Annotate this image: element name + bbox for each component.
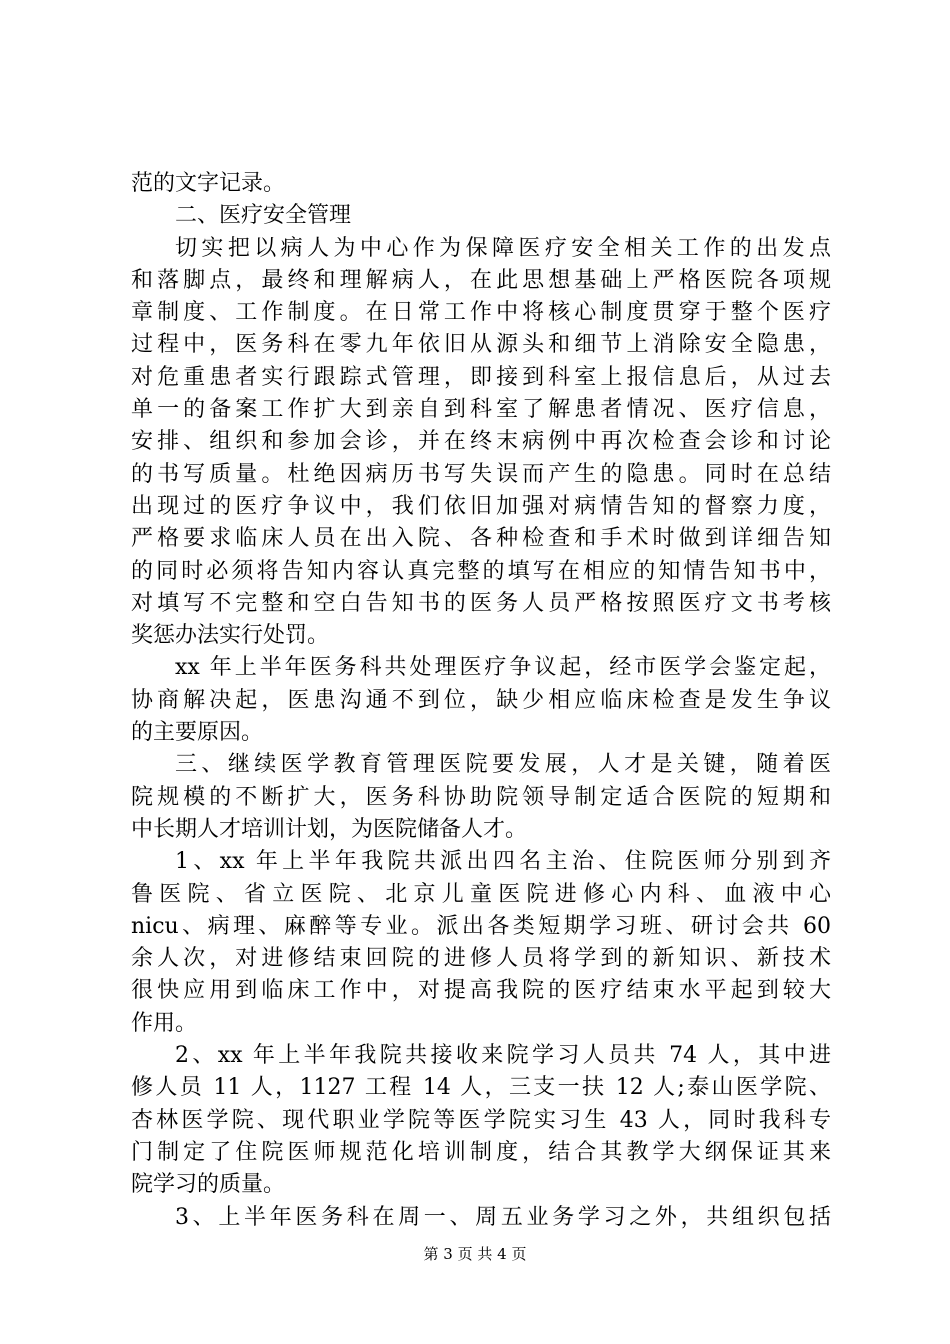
text-line: 切实把以病人为中心作为保障医疗安全相关工作的出发点 (175, 235, 831, 261)
text-line: 修人员 11 人，1127 工程 14 人，三支一扶 12 人;泰山医学院、 (131, 1075, 831, 1101)
text-line: 3、上半年医务科在周一、周五业务学习之外，共组织包括 (175, 1204, 831, 1230)
text-line: 安排、组织和参加会诊，并在终末病例中再次检查会诊和讨论 (131, 429, 831, 455)
text-line: 对危重患者实行跟踪式管理，即接到科室上报信息后，从过去 (131, 364, 831, 390)
page-number-footer: 第 3 页 共 4 页 (423, 1245, 527, 1263)
text-line: 余人次，对进修结束回院的进修人员将学到的新知识、新技术 (131, 946, 831, 972)
text-line: 严格要求临床人员在出入院、各种检查和手术时做到详细告知 (131, 526, 831, 552)
text-line: 院规模的不断扩大，医务科协助院领导制定适合医院的短期和 (131, 784, 831, 810)
text-line: 2、xx 年上半年我院共接收来院学习人员共 74 人，其中进 (175, 1043, 831, 1069)
text-line: 中长期人才培训计划，为医院储备人才。 (131, 816, 528, 842)
text-line: 和落脚点，最终和理解病人，在此思想基础上严格医院各项规 (131, 267, 831, 293)
section-heading: 三、继续医学教育管理医院要发展，人才是关键，随着医 (175, 752, 831, 778)
text-line: 奖惩办法实行处罚。 (131, 623, 330, 649)
text-line: 出现过的医疗争议中，我们依旧加强对病情告知的督察力度， (131, 493, 831, 519)
document-body (131, 168, 831, 1234)
text-line: 单一的备案工作扩大到亲自到科室了解患者情况、医疗信息， (131, 397, 831, 423)
text-line: 院学习的质量。 (131, 1172, 286, 1198)
section-heading: 二、医疗安全管理 (175, 203, 352, 229)
text-line: nicu、病理、麻醉等专业。派出各类短期学习班、研讨会共 60 (131, 913, 831, 939)
text-line: 的书写质量。杜绝因病历书写失误而产生的隐患。同时在总结 (131, 461, 831, 487)
text-line: 作用。 (131, 1010, 198, 1036)
text-line: xx 年上半年医务科共处理医疗争议起，经市医学会鉴定起， (175, 655, 831, 681)
text-line: 协商解决起，医患沟通不到位，缺少相应临床检查是发生争议 (131, 687, 831, 713)
text-line: 门制定了住院医师规范化培训制度，结合其教学大纲保证其来 (131, 1139, 831, 1165)
text-line: 的主要原因。 (131, 720, 264, 746)
text-line: 杏林医学院、现代职业学院等医学院实习生 43 人，同时我科专 (131, 1107, 831, 1133)
text-line: 很快应用到临床工作中，对提高我院的医疗结束水平起到较大 (131, 978, 831, 1004)
text-line: 的同时必须将告知内容认真完整的填写在相应的知情告知书中， (131, 558, 831, 584)
text-line: 章制度、工作制度。在日常工作中将核心制度贯穿于整个医疗 (131, 300, 831, 326)
text-line: 鲁医院、省立医院、北京儿童医院进修心内科、血液中心 (131, 881, 831, 907)
text-line: 过程中，医务科在零九年依旧从源头和细节上消除安全隐患， (131, 332, 831, 358)
text-line: 对填写不完整和空白告知书的医务人员严格按照医疗文书考核 (131, 590, 831, 616)
text-line: 1、xx 年上半年我院共派出四名主治、住院医师分别到齐 (175, 849, 831, 875)
text-line: 范的文字记录。 (131, 171, 286, 196)
